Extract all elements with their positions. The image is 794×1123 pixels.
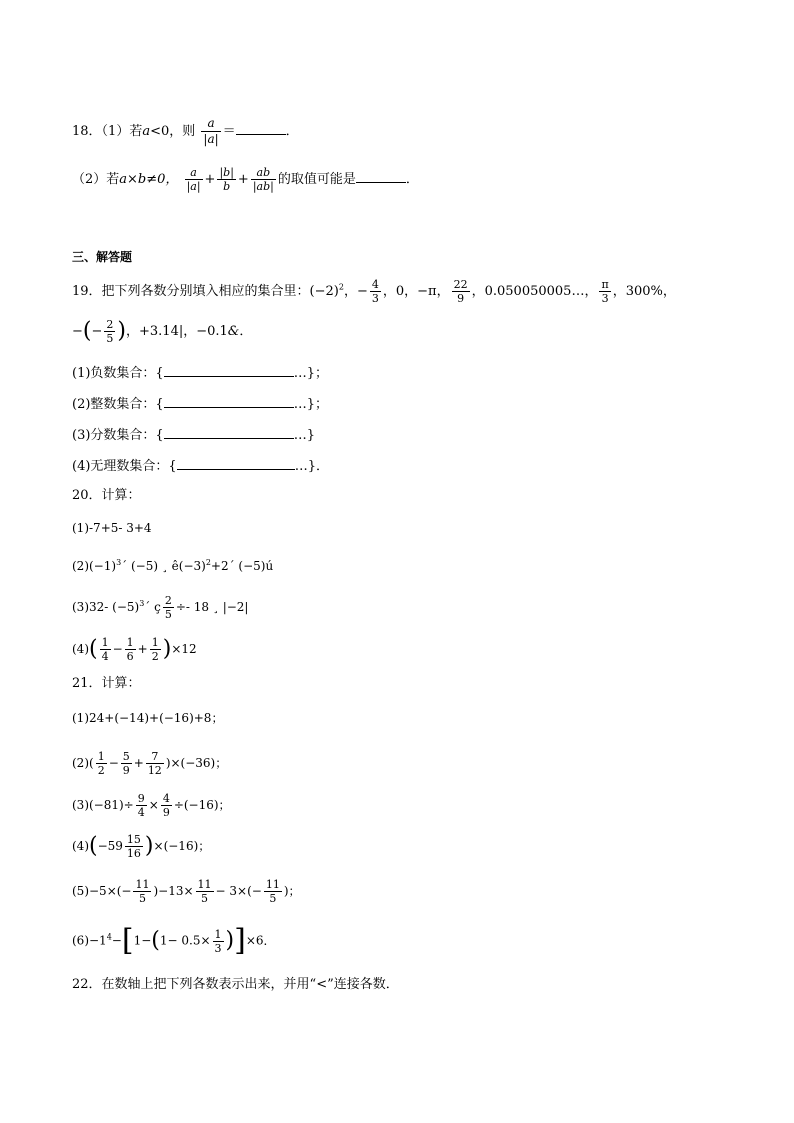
- q19-intro-cont: −(− $\frac{2}{5}$ )，+3.14|，−0.1&．: [72, 318, 253, 345]
- fraction: $\frac{5}{9}$: [122, 750, 130, 777]
- fraction: $\frac{|b|}{b}$: [219, 166, 234, 193]
- q19-intro: 19．把下列各数分别填入相应的集合里：$(-2)^2$，− $\frac{4}{3}$ ，0，−π， $\frac{22}{9}$ ，0.050050005…， $\frac{\pi}{3}$ ，300%，: [72, 278, 676, 305]
- fraction: $\frac{11}{5}$: [265, 878, 280, 905]
- q19-set-fraction: (3)分数集合：{ …}: [72, 428, 315, 443]
- fraction: $\frac{a}{|a|}$: [186, 166, 201, 193]
- q18-part2: （2）若a×b≠0， $\frac{a}{|a|}$ + $\frac{|b|}{b}$ + $\frac{ab}{|ab|}$ 的取值可能是 ．: [72, 166, 419, 193]
- q21-expr-5: (5)−5×(− $\frac{11}{5}$ )−13× $\frac{11}{5}$ − 3×(− $\frac{11}{5}$ )；: [72, 878, 301, 905]
- fraction: $\frac{1}{4}$: [101, 636, 109, 663]
- q21-expr-2: (2)( $\frac{1}{2}$ − $\frac{5}{9}$ + $\frac{7}{12}$ )×(−36)；: [72, 750, 228, 777]
- answer-blank[interactable]: [356, 170, 406, 183]
- answer-blank[interactable]: [164, 364, 294, 377]
- q21-expr-1: (1)24+(−14)+(−16)+8；: [72, 711, 224, 725]
- section-title: 三、解答题: [72, 250, 133, 264]
- fraction: $\frac{22}{9}$: [453, 278, 468, 305]
- answer-blank[interactable]: [236, 122, 286, 135]
- fraction: $\frac{2}{5}$: [106, 318, 114, 345]
- answer-blank[interactable]: [177, 457, 295, 470]
- answer-blank[interactable]: [164, 395, 294, 408]
- q19-set-negative: (1)负数集合：{ …}；: [72, 366, 328, 381]
- fraction: $\frac{ab}{|ab|}$: [252, 166, 274, 193]
- fraction: $\frac{1}{6}$: [126, 636, 134, 663]
- fraction: $\frac{11}{5}$: [197, 878, 212, 905]
- q21-expr-4: (4)(−59 $\frac{15}{16}$ )×(−16)；: [72, 833, 211, 860]
- fraction: $\frac{1}{2}$: [151, 636, 159, 663]
- fraction: $\frac{9}{4}$: [137, 792, 145, 819]
- fraction: $\frac{1}{2}$: [97, 750, 105, 777]
- q21-title: 21．计算：: [72, 676, 141, 691]
- q20-expr-2: $(2)(-1)^3´$ (−5) ¸ $ê(-3)^2+2´$ (−5)ú: [72, 558, 274, 573]
- q20-expr-4: (4)( $\frac{1}{4}$ − $\frac{1}{6}$ + $\frac{1}{2}$ )×12: [72, 636, 197, 663]
- fraction: $\frac{1}{3}$: [214, 927, 222, 955]
- q18-part1: 18．（1）若a<0，则 $\frac{a}{|a|}$ ＝ ．: [72, 116, 299, 146]
- q22-text: 22．在数轴上把下列各数表示出来，并用“<”连接各数．: [72, 977, 399, 992]
- fraction: $\frac{\pi}{3}$: [601, 278, 609, 305]
- q21-expr-3: (3)(−81)÷ $\frac{9}{4}$ × $\frac{4}{9}$ ÷(−16)；: [72, 792, 231, 819]
- q19-set-integer: (2)整数集合：{ …}；: [72, 397, 328, 412]
- fraction: $\frac{4}{9}$: [162, 792, 170, 819]
- q20-expr-3: (3)32- $(-5)^3´$ ç $\frac{2}{5}$ ÷- 18 ¸ |−2|: [72, 594, 249, 621]
- fraction: $\frac{15}{16}$: [126, 833, 141, 860]
- fraction: $\frac{11}{5}$: [135, 878, 150, 905]
- fraction: $\frac{7}{12}$: [147, 750, 162, 777]
- fraction: $\frac{4}{3}$: [371, 278, 379, 305]
- q21-expr-6: $(6)-1^4-[1-(1- 0.5\times$ $\frac{1}{3}$ )]×6．: [72, 923, 276, 958]
- q19-set-irrational: (4)无理数集合：{ …}．: [72, 459, 329, 474]
- q20-expr-1: (1)-7+5- 3+4: [72, 521, 152, 535]
- q20-title: 20．计算：: [72, 488, 141, 503]
- fraction: $\frac{a}{|a|}$: [203, 116, 219, 146]
- answer-blank[interactable]: [164, 426, 294, 439]
- fraction: $\frac{2}{5}$: [164, 594, 172, 621]
